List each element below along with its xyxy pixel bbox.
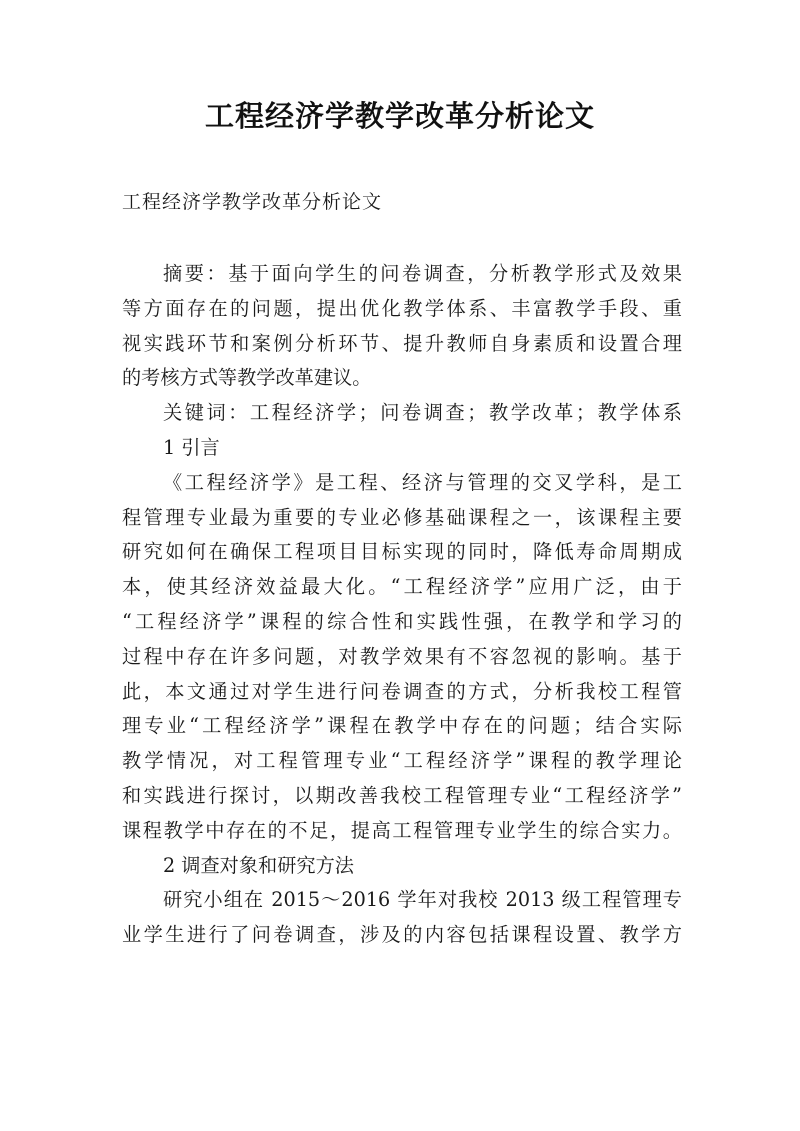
body-line: 的考核方式等教学改革建议。	[122, 366, 372, 390]
document-body	[122, 257, 682, 953]
body-line: 1 引言	[163, 435, 220, 459]
body-line: 等方面存在的问题，提出优化教学体系、丰富教学手段、重	[122, 296, 682, 320]
body-line: 关键词：工程经济学；问卷调查；教学改革；教学体系	[163, 401, 682, 425]
body-line: 课程教学中存在的不足，提高工程管理专业学生的综合实力。	[122, 818, 682, 842]
body-line: 2 调查对象和研究方法	[163, 853, 354, 877]
body-line: 视实践环节和案例分析环节、提升教师自身素质和设置合理	[122, 331, 682, 355]
body-line: 研究小组在 2015～2016 学年对我校 2013 级工程管理专	[163, 888, 682, 912]
document-title: 工程经济学教学改革分析论文	[204, 99, 595, 133]
body-line: 和实践进行探讨，以期改善我校工程管理专业“工程经济学”	[122, 783, 682, 807]
document-subtitle: 工程经济学教学改革分析论文	[122, 191, 383, 213]
body-line: 教学情况，对工程管理专业“工程经济学”课程的教学理论	[122, 749, 682, 773]
body-line: 《工程经济学》是工程、经济与管理的交叉学科，是工	[163, 470, 682, 494]
body-line: 程管理专业最为重要的专业必修基础课程之一，该课程主要	[122, 505, 682, 529]
body-line: 业学生进行了问卷调查，涉及的内容包括课程设置、教学方	[122, 923, 682, 947]
body-line: 此，本文通过对学生进行问卷调查的方式，分析我校工程管	[122, 679, 682, 703]
body-line: “工程经济学”课程的综合性和实践性强，在教学和学习的	[122, 609, 682, 633]
body-line: 理专业“工程经济学”课程在教学中存在的问题；结合实际	[122, 714, 682, 738]
body-line: 本，使其经济效益最大化。“工程经济学”应用广泛，由于	[122, 575, 682, 599]
body-line: 摘要：基于面向学生的问卷调查，分析教学形式及效果	[163, 262, 682, 285]
body-line: 研究如何在确保工程项目目标实现的同时，降低寿命周期成	[122, 540, 682, 564]
body-line: 过程中存在许多问题，对教学效果有不容忽视的影响。基于	[122, 644, 682, 668]
